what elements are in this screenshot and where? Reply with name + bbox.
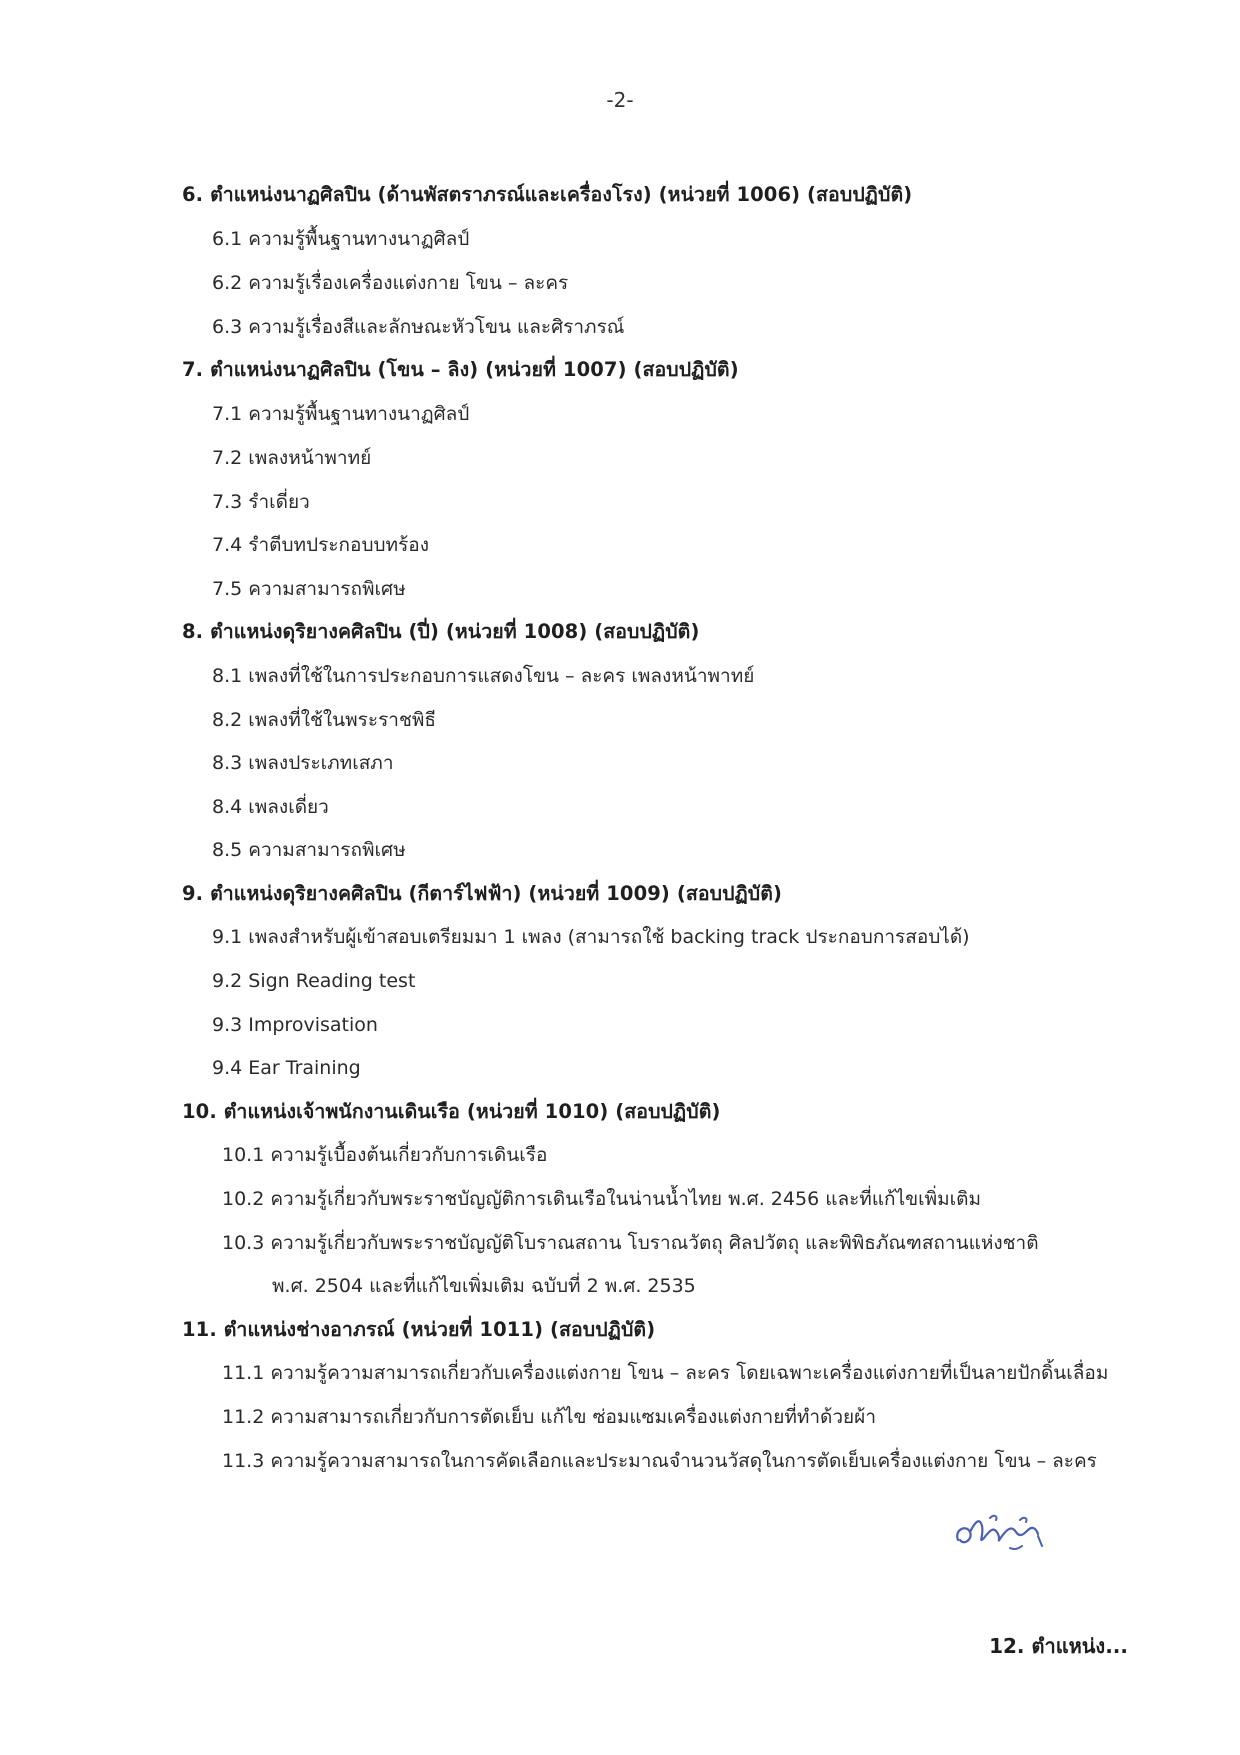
section-7-item-5: 7.5 ความสามารถพิเศษ bbox=[212, 578, 406, 600]
section-10-item-1: 10.1 ความรู้เบื้องต้นเกี่ยวกับการเดินเรือ bbox=[222, 1144, 548, 1166]
section-8-item-1: 8.1 เพลงที่ใช้ในการประกอบการแสดงโขน – ละคร เพลงหน้าพาทย์ bbox=[212, 665, 755, 687]
section-11-heading: 11. ตำแหน่งช่างอาภรณ์ (หน่วยที่ 1011) (สอบปฏิบัติ) bbox=[182, 1318, 656, 1341]
section-7-item-1: 7.1 ความรู้พื้นฐานทางนาฏศิลป์ bbox=[212, 403, 470, 425]
section-11-item-3: 11.3 ความรู้ความสามารถในการคัดเลือกและประมาณจำนวนวัสดุในการตัดเย็บเครื่องแต่งกาย โขน – ละคร bbox=[222, 1450, 1097, 1472]
section-8-heading: 8. ตำแหน่งดุริยางคศิลปิน (ปี่) (หน่วยที่ 1008) (สอบปฏิบัติ) bbox=[182, 620, 700, 643]
section-10-item-3: 10.3 ความรู้เกี่ยวกับพระราชบัญญัติโบราณสถาน โบราณวัตถุ ศิลปวัตถุ และพิพิธภัณฑสถานแห่งชาติ bbox=[222, 1232, 1039, 1254]
section-9-item-4: 9.4 Ear Training bbox=[212, 1057, 361, 1079]
section-9-item-2: 9.2 Sign Reading test bbox=[212, 970, 416, 992]
section-8-item-5: 8.5 ความสามารถพิเศษ bbox=[212, 839, 406, 861]
section-10-heading: 10. ตำแหน่งเจ้าพนักงานเดินเรือ (หน่วยที่ 1010) (สอบปฏิบัติ) bbox=[182, 1100, 721, 1123]
section-6-item-2: 6.2 ความรู้เรื่องเครื่องแต่งกาย โขน – ละคร bbox=[212, 272, 569, 294]
section-7-item-2: 7.2 เพลงหน้าพาทย์ bbox=[212, 447, 372, 469]
section-6-heading: 6. ตำแหน่งนาฏศิลปิน (ด้านพัสตราภรณ์และเครื่องโรง) (หน่วยที่ 1006) (สอบปฏิบัติ) bbox=[182, 183, 913, 206]
section-8-item-4: 8.4 เพลงเดี่ยว bbox=[212, 796, 329, 818]
section-10-item-2: 10.2 ความรู้เกี่ยวกับพระราชบัญญัติการเดินเรือในน่านน้ำไทย พ.ศ. 2456 และที่แก้ไขเพิ่มเติม bbox=[222, 1188, 982, 1210]
section-6-item-3: 6.3 ความรู้เรื่องสีและลักษณะหัวโขน และศิราภรณ์ bbox=[212, 316, 625, 338]
section-11-item-2: 11.2 ความสามารถเกี่ยวกับการตัดเย็บ แก้ไข ซ่อมแซมเครื่องแต่งกายที่ทำด้วยผ้า bbox=[222, 1406, 876, 1428]
handwritten-signature bbox=[950, 1506, 1060, 1556]
section-11-item-1: 11.1 ความรู้ความสามารถเกี่ยวกับเครื่องแต่งกาย โขน – ละคร โดยเฉพาะเครื่องแต่งกายที่เป็นลายปักดิ้นเลื่อม bbox=[222, 1362, 1109, 1384]
section-9-heading: 9. ตำแหน่งดุริยางคศิลปิน (กีตาร์ไฟฟ้า) (หน่วยที่ 1009) (สอบปฏิบัติ) bbox=[182, 882, 783, 905]
section-10-item-3-continued: พ.ศ. 2504 และที่แก้ไขเพิ่มเติม ฉบับที่ 2 พ.ศ. 2535 bbox=[272, 1275, 696, 1297]
section-8-item-3: 8.3 เพลงประเภทเสภา bbox=[212, 752, 394, 774]
section-7-item-4: 7.4 รำตีบทประกอบบทร้อง bbox=[212, 534, 429, 556]
section-7-heading: 7. ตำแหน่งนาฏศิลปิน (โขน – ลิง) (หน่วยที่ 1007) (สอบปฏิบัติ) bbox=[182, 358, 739, 381]
section-7-item-3: 7.3 รำเดี่ยว bbox=[212, 491, 310, 513]
section-9-item-1: 9.1 เพลงสำหรับผู้เข้าสอบเตรียมมา 1 เพลง (สามารถใช้ backing track ประกอบการสอบได้) bbox=[212, 926, 970, 948]
section-9-item-3: 9.3 Improvisation bbox=[212, 1014, 378, 1036]
section-6-item-1: 6.1 ความรู้พื้นฐานทางนาฏศิลป์ bbox=[212, 228, 470, 250]
page-number: -2- bbox=[606, 88, 634, 112]
section-8-item-2: 8.2 เพลงที่ใช้ในพระราชพิธี bbox=[212, 709, 436, 731]
continuation-note: 12. ตำแหน่ง... bbox=[989, 1634, 1128, 1658]
